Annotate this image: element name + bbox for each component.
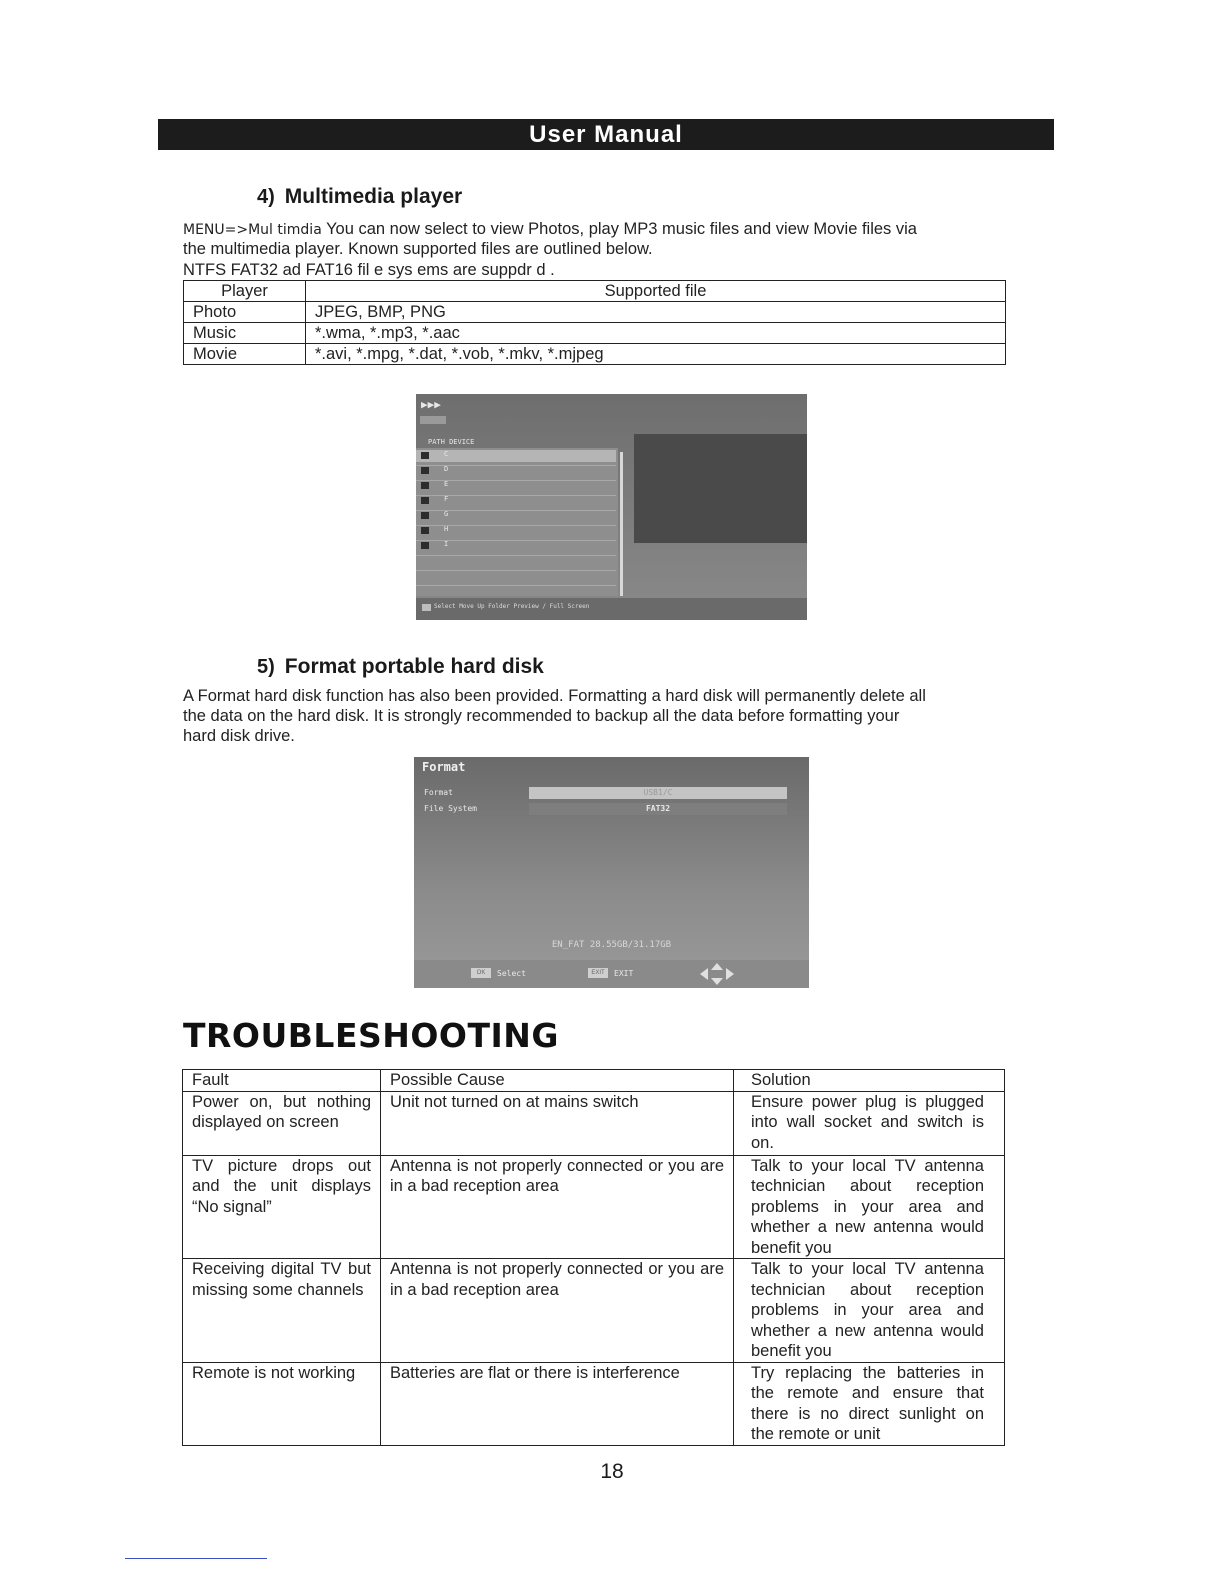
table-cell: Music xyxy=(184,323,306,344)
drive-list xyxy=(416,448,618,596)
table-cell: *.avi, *.mpg, *.dat, *.vob, *.mkv, *.mjpeg xyxy=(306,344,1006,365)
table-row xyxy=(183,1259,1005,1363)
breadcrumb-box xyxy=(420,416,446,424)
table-cell: *.wma, *.mp3, *.aac xyxy=(306,323,1006,344)
select-key-icon xyxy=(422,604,431,611)
intro-text: You can now select to view Photos, play MP3 music files and view Movie files via xyxy=(321,220,917,238)
table-header: Supported file xyxy=(306,281,1006,302)
table-cell: Photo xyxy=(184,302,306,323)
file-system-label: File System xyxy=(424,804,477,813)
ok-key-icon: OK xyxy=(471,968,491,978)
section-5-line2: the data on the hard disk. It is strongly recommended to backup all the data before formatting your xyxy=(183,707,900,725)
fault-cell: Receiving digital TV but missing some channels xyxy=(183,1259,381,1363)
section-5-line3: hard disk drive. xyxy=(183,727,295,745)
drive-icon xyxy=(421,452,429,459)
troubleshooting-heading: TROUBLESHOOTING xyxy=(183,1016,559,1055)
direction-pad-icon xyxy=(696,962,738,986)
table-row xyxy=(184,302,1006,323)
format-dialog-title: Format xyxy=(422,760,466,774)
format-value: USB1/C xyxy=(643,788,673,797)
cause-cell: Unit not turned on at mains switch xyxy=(381,1091,734,1155)
list-scrollbar[interactable] xyxy=(620,452,623,596)
section-4-title: Multimedia player xyxy=(284,185,463,208)
drive-icon xyxy=(421,542,429,549)
table-row xyxy=(184,344,1006,365)
file-system-value: FAT32 xyxy=(645,804,671,813)
table-header: Fault xyxy=(183,1070,381,1092)
drive-label[interactable]: I xyxy=(444,540,449,548)
select-label: Select xyxy=(497,969,526,978)
section-5-heading xyxy=(257,655,544,679)
table-header: Solution xyxy=(734,1070,1005,1092)
multimedia-player-screenshot xyxy=(416,394,807,620)
drive-label[interactable]: H xyxy=(444,525,449,533)
filesystem-note: NTFS FAT32 ad FAT16 fil e sys ems are suppdr d . xyxy=(183,261,555,279)
section-4-number: 4) xyxy=(257,186,275,208)
drive-label[interactable]: E xyxy=(444,480,449,488)
screen-footer xyxy=(416,598,807,620)
file-system-value-field[interactable] xyxy=(529,803,787,815)
exit-label: EXIT xyxy=(614,969,634,978)
capacity-readout: EN_FAT 28.55GB/31.17GB xyxy=(551,940,672,950)
table-row xyxy=(184,323,1006,344)
drive-icon xyxy=(421,482,429,489)
section-5-line1: A Format hard disk function has also been provided. Formatting a hard disk will permanently delete all xyxy=(183,687,926,705)
format-screenshot xyxy=(414,757,809,988)
section-5-title: Format portable hard disk xyxy=(284,655,544,678)
footer-divider xyxy=(125,1558,267,1559)
troubleshooting-table xyxy=(182,1069,1005,1446)
drive-label[interactable]: C xyxy=(444,450,449,458)
preview-pane xyxy=(634,434,807,543)
table-cell: Movie xyxy=(184,344,306,365)
drive-label[interactable]: G xyxy=(444,510,449,518)
table-row xyxy=(183,1362,1005,1445)
solution-cell: Try replacing the batteries in the remote and ensure that there is no direct sunlight on the remote or unit xyxy=(734,1362,1005,1445)
drive-icon xyxy=(421,497,429,504)
section-5-number: 5) xyxy=(257,656,275,678)
section-4-heading xyxy=(257,185,462,209)
section-4-intro-line2: the multimedia player. Known supported files are outlined below. xyxy=(183,240,653,258)
section-4-intro xyxy=(183,219,1063,240)
exit-key-icon: EXIT xyxy=(588,968,608,978)
table-header-row xyxy=(183,1070,1005,1092)
supported-files-table xyxy=(183,280,1006,365)
table-row xyxy=(183,1091,1005,1155)
cause-cell: Antenna is not properly connected or you are in a bad reception area xyxy=(381,1259,734,1363)
fault-cell: Remote is not working xyxy=(183,1362,381,1445)
drive-icon xyxy=(421,527,429,534)
table-header: Player xyxy=(184,281,306,302)
solution-cell: Ensure power plug is plugged into wall socket and switch is on. xyxy=(734,1091,1005,1155)
player-logo-icon: ▶▶▶ xyxy=(421,398,441,411)
drive-icon xyxy=(421,467,429,474)
menu-path: MENU=>Mul timdia xyxy=(183,222,322,238)
cause-cell: Batteries are flat or there is interference xyxy=(381,1362,734,1445)
drive-icon xyxy=(421,512,429,519)
solution-cell: Talk to your local TV antenna technician about reception problems in your area and whether a new antenna would benefit you xyxy=(734,1155,1005,1259)
table-header: Possible Cause xyxy=(381,1070,734,1092)
table-cell: JPEG, BMP, PNG xyxy=(306,302,1006,323)
format-label: Format xyxy=(424,788,453,797)
format-value-field[interactable] xyxy=(529,787,787,799)
fault-cell: Power on, but nothing displayed on screen xyxy=(183,1091,381,1155)
page-number: 18 xyxy=(600,1460,624,1483)
page-header-bar: User Manual xyxy=(158,119,1054,150)
solution-cell: Talk to your local TV antenna technician about reception problems in your area and whether a new antenna would benefit you xyxy=(734,1259,1005,1363)
cause-cell: Antenna is not properly connected or you are in a bad reception area xyxy=(381,1155,734,1259)
format-footer xyxy=(414,960,809,988)
drive-label[interactable]: F xyxy=(444,495,449,503)
list-heading: PATH DEVICE xyxy=(428,438,475,446)
table-header-row xyxy=(184,281,1006,302)
footer-help-text: Select Move Up Folder Preview / Full Screen xyxy=(434,603,590,610)
fault-cell: TV picture drops out and the unit displays “No signal” xyxy=(183,1155,381,1259)
drive-label[interactable]: D xyxy=(444,465,449,473)
table-row xyxy=(183,1155,1005,1259)
